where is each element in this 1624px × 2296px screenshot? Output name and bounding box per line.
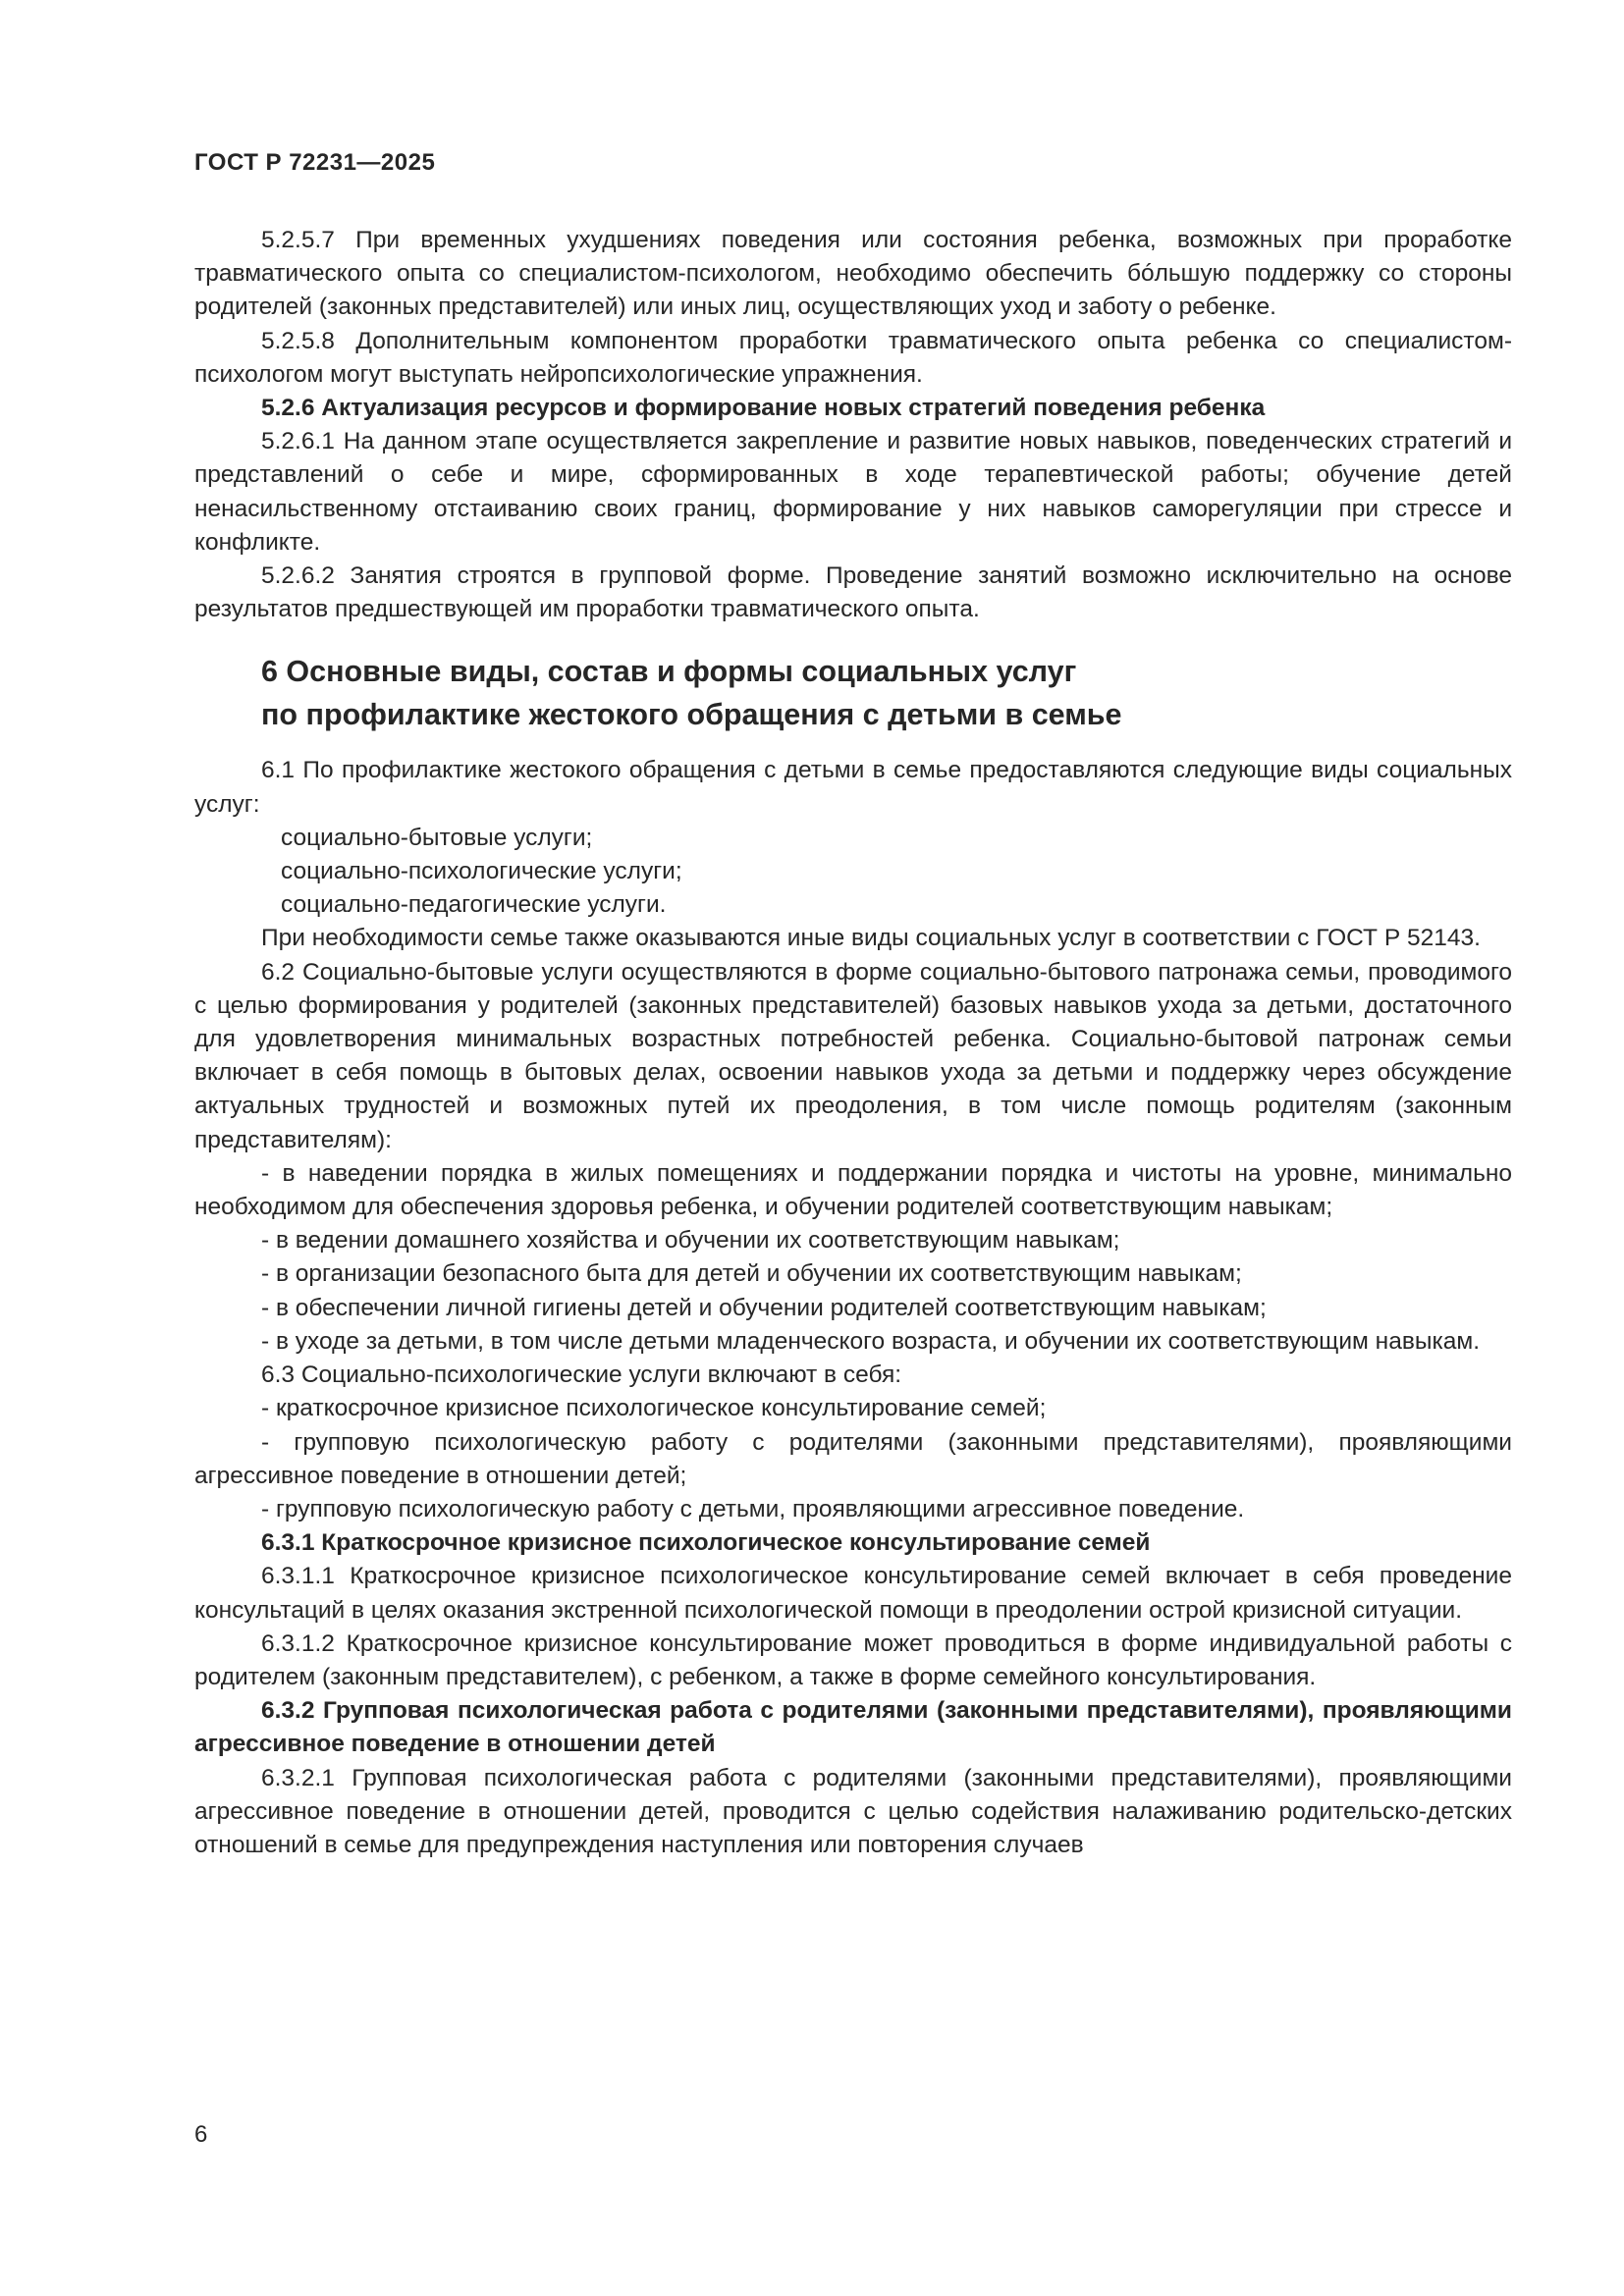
chapter-title-line-2: по профилактике жестокого обращения с детьми в семье: [261, 698, 1122, 732]
paragraph-5-2-5-8: 5.2.5.8 Дополнительным компонентом проработки травматического опыта ребенка со специалистом-психологом могут выступать нейропсихологические упражнения.: [194, 327, 1512, 388]
paragraph-6-3-1-2: 6.3.1.2 Краткосрочное кризисное консультирование может проводиться в форме индивидуальной работы с родителем (законным представителем), с ребенком, а также в форме семейного консультирования.: [194, 1629, 1512, 1690]
list-item: - в уходе за детьми, в том числе детьми младенческого возраста, и обучении их соответствующим навыкам.: [261, 1327, 1480, 1355]
list-item: социально-педагогические услуги.: [281, 891, 667, 919]
paragraph-6-3-2-1: 6.3.2.1 Групповая психологическая работа с родителями (законными представителями), проявляющими агрессивное поведение в отношении детей, проводится с целью содействия налаживанию родительско-детских отношений в семье для предупреждения наступления или повторения случаев: [194, 1764, 1512, 1858]
list-item: - в обеспечении личной гигиены детей и обучении родителей соответствующим навыкам;: [261, 1294, 1267, 1321]
list-item: социально-бытовые услуги;: [281, 824, 593, 851]
chapter-title-line-1: 6 Основные виды, состав и формы социальных услуг: [261, 655, 1077, 689]
list-item: - групповую психологическую работу с родителями (законными представителями), проявляющими агрессивное поведение в отношении детей;: [194, 1428, 1512, 1489]
list-item: - в наведении порядка в жилых помещениях и поддержании порядка и чистоты на уровне, минимально необходимом для обеспечения здоровья ребенка, и обучении родителей соответствующим навыкам;: [194, 1159, 1512, 1221]
paragraph-5-2-5-7: 5.2.5.7 При временных ухудшениях поведения или состояния ребенка, возможных при проработке травматического опыта со специалистом-психологом, необходимо обеспечить бóльшую поддержку со стороны родителей (законных представителей) или иных лиц, осуществляющих уход и заботу о ребенке.: [194, 227, 1512, 321]
paragraph-5-2-6-2: 5.2.6.2 Занятия строятся в групповой форме. Проведение занятий возможно исключительно на основе результатов предшествующей им проработки травматического опыта.: [194, 562, 1512, 623]
heading-5-2-6: 5.2.6 Актуализация ресурсов и формирование новых стратегий поведения ребенка: [261, 395, 1266, 422]
paragraph-6-1: 6.1 По профилактике жестокого обращения с детьми в семье предоставляются следующие виды социальных услуг:: [194, 757, 1512, 818]
page-number: 6: [194, 2121, 208, 2148]
list-item: социально-психологические услуги;: [281, 858, 682, 885]
paragraph-6-3-1-1: 6.3.1.1 Краткосрочное кризисное психологическое консультирование семей включает в себя проведение консультаций в целях оказания экстренной психологической помощи в преодолении острой кризисной ситуации.: [194, 1563, 1512, 1624]
list-item: - в ведении домашнего хозяйства и обучении их соответствующим навыкам;: [261, 1227, 1120, 1255]
list-item: - групповую психологическую работу с детьми, проявляющими агрессивное поведение.: [261, 1495, 1245, 1522]
heading-6-3-1: 6.3.1 Краткосрочное кризисное психологическое консультирование семей: [261, 1529, 1151, 1557]
paragraph-6-3: 6.3 Социально-психологические услуги включают в себя:: [261, 1362, 902, 1389]
list-item: - краткосрочное кризисное психологическое консультирование семей;: [261, 1395, 1047, 1422]
document-body: [194, 224, 1512, 1862]
paragraph-5-2-6-1: 5.2.6.1 На данном этапе осуществляется закрепление и развитие новых навыков, поведенческих стратегий и представлений о себе и мире, сформированных в ходе терапевтической работы; обучение детей ненасильственному отстаиванию своих границ, формирование у них навыков саморегуляции при стрессе и конфликте.: [194, 428, 1512, 556]
paragraph-6-2: 6.2 Социально-бытовые услуги осуществляются в форме социально-бытового патронажа семьи, проводимого с целью формирования у родителей (законных представителей) базовых навыков ухода за детьми, достаточного для удовлетворения минимальных возрастных потребностей ребенка. Социально-бытовой патронаж семьи включает в себя помощь в бытовых делах, освоении навыков ухода за детьми и поддержку через обсуждение актуальных трудностей и возможных путей их преодоления, в том числе помощь родителям (законным представителям):: [194, 958, 1512, 1153]
paragraph-6-1-note: При необходимости семье также оказываются иные виды социальных услуг в соответствии с ГОСТ Р 52143.: [261, 925, 1481, 952]
document-header: ГОСТ Р 72231—2025: [194, 149, 436, 176]
list-item: - в организации безопасного быта для детей и обучении их соответствующим навыкам;: [261, 1260, 1242, 1288]
heading-6-3-2: 6.3.2 Групповая психологическая работа с родителями (законными представителями), проявляющими агрессивное поведение в отношении детей: [194, 1697, 1512, 1758]
